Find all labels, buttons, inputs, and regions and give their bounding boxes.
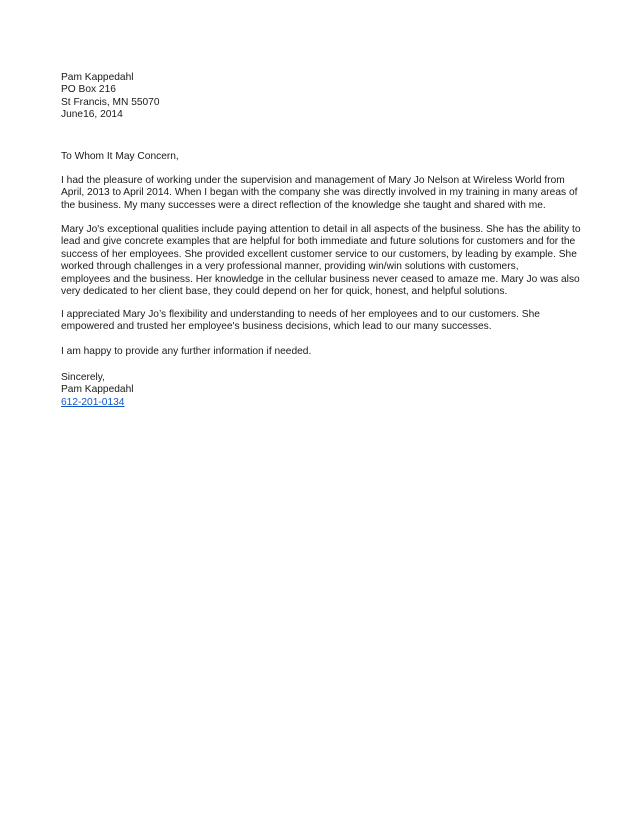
valediction: Sincerely,: [61, 372, 105, 383]
phone-link[interactable]: 612-201-0134: [61, 396, 125, 408]
paragraph-2: [61, 224, 581, 298]
paragraph-line: employees and the business. Her knowledge in the cellular business never ceased to amaze me. Mary Jo was also: [61, 273, 580, 285]
paragraph-line: I appreciated Mary Jo’s flexibility and understanding to needs of her employees and to our customers. She: [61, 309, 540, 320]
sender-address-line-2: St Francis, MN 55070: [61, 96, 160, 108]
signature-name: Pam Kappedahl: [61, 384, 134, 396]
paragraph-4: [61, 346, 581, 358]
paragraph-line: worked through challenges in a very professional manner, providing win/win solutions with customers,: [61, 261, 519, 273]
paragraph-1: [61, 175, 581, 212]
salutation-text: To Whom It May Concern,: [61, 151, 179, 162]
paragraph-line: I am happy to provide any further information if needed.: [61, 346, 312, 357]
paragraph-line: success of her employees. She provided excellent customer service to our customers, by leading by example. She: [61, 248, 577, 260]
sender-name: Pam Kappedahl: [61, 72, 134, 83]
paragraph-line: lead and give concrete examples that are helpful for both immediate and future solutions for customers and for the: [61, 236, 576, 248]
letter-date: June16, 2014: [61, 109, 123, 121]
closing-block: [61, 372, 581, 409]
paragraph-line: April, 2013 to April 2014. When I began with the company she was directly involved in my training in many areas of: [61, 187, 578, 199]
sender-address-block: [61, 72, 581, 122]
sender-address-line-1: PO Box 216: [61, 84, 116, 96]
paragraph-line: very dedicated to her client base, they could depend on her for quick, honest, and helpful solutions.: [61, 286, 508, 298]
paragraph-3: [61, 309, 581, 334]
paragraph-line: I had the pleasure of working under the supervision and management of Mary Jo Nelson at Wireless World from: [61, 175, 565, 186]
paragraph-line: Mary Jo's exceptional qualities include paying attention to detail in all aspects of the business. She has the ability to: [61, 224, 581, 235]
paragraph-line: the business. My many successes were a direct reflection of the knowledge she taught and shared with me.: [61, 199, 546, 211]
salutation: [61, 151, 581, 163]
paragraph-line: empowered and trusted her employee's business decisions, which lead to our many successes.: [61, 321, 492, 333]
